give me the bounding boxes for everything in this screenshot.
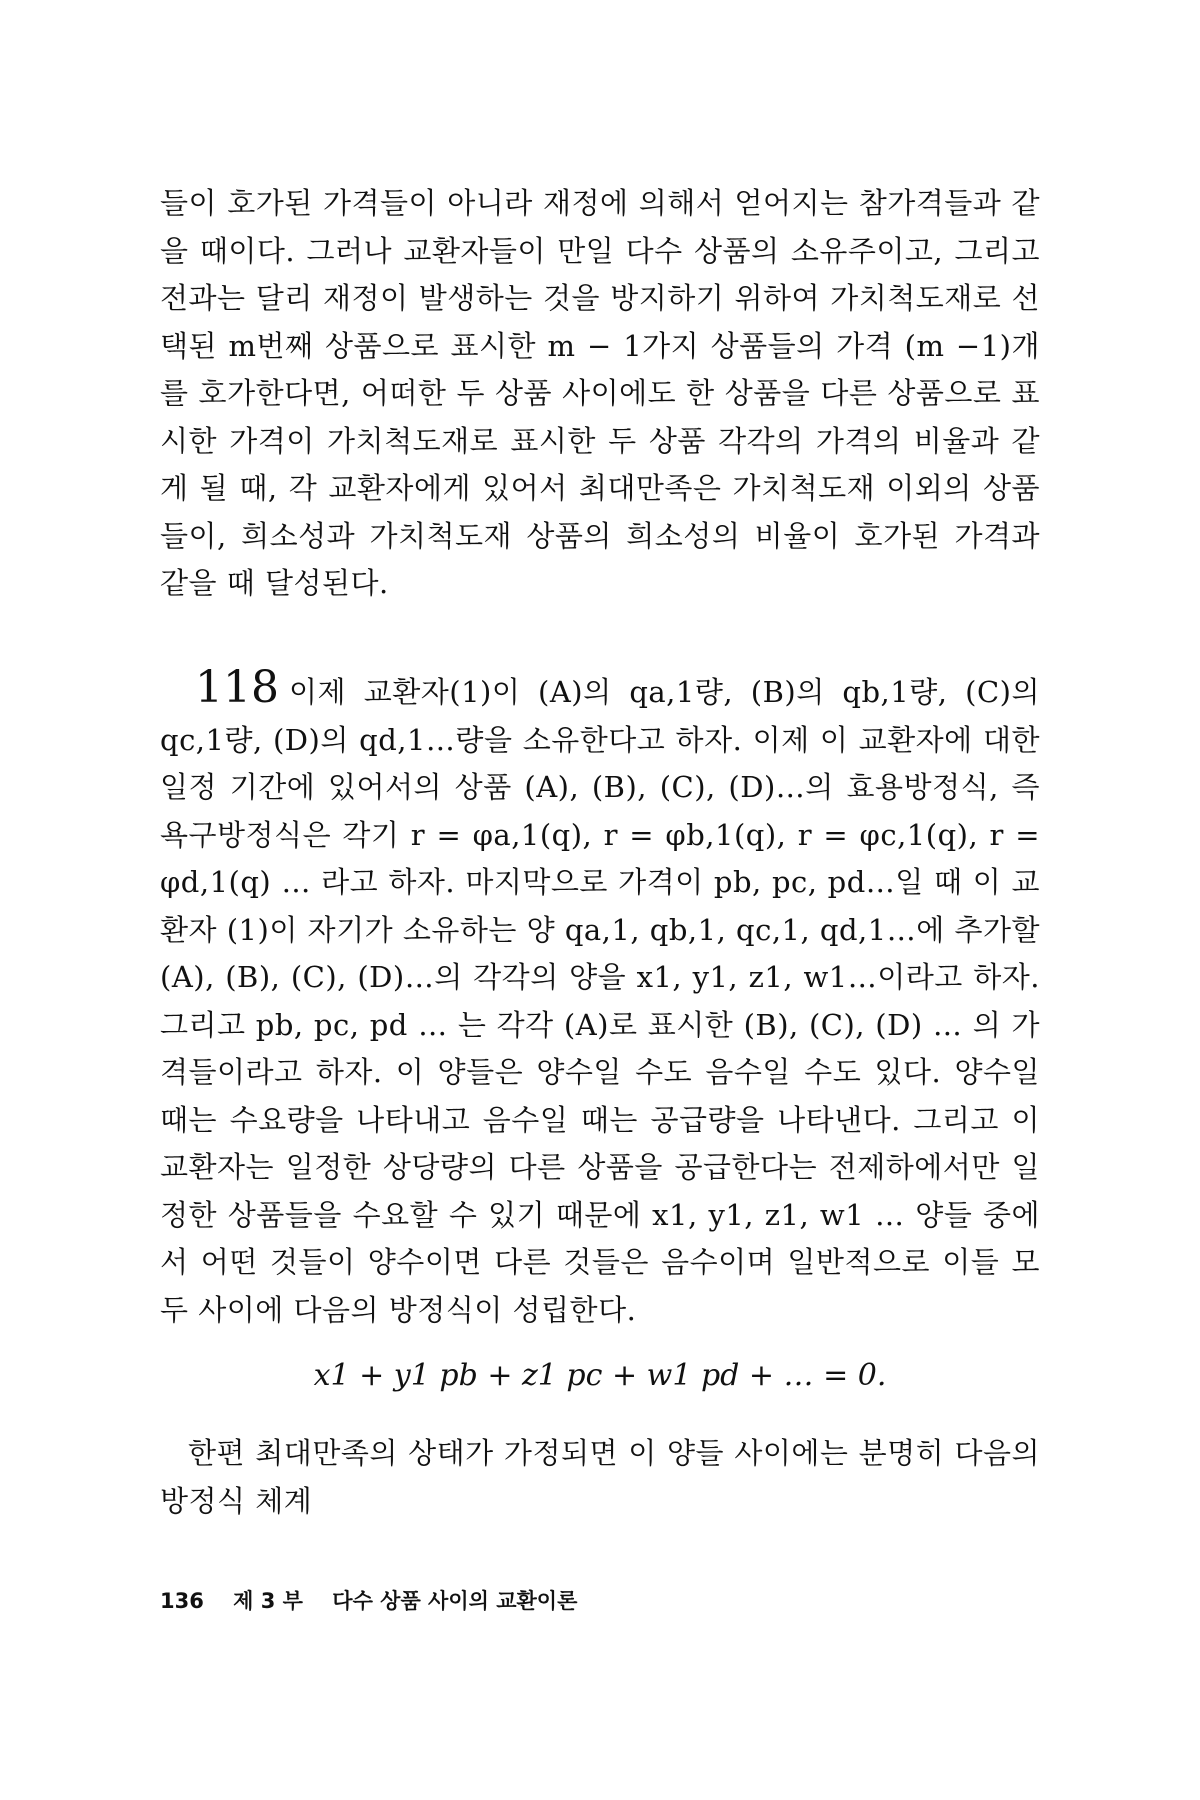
paragraph-2-block <box>160 664 1040 1334</box>
chapter-title: 다수 상품 사이의 교환이론 <box>332 1589 578 1613</box>
paragraph-3: 한편 최대만족의 상태가 가정되면 이 양들 사이에는 분명히 다음의 방정식 체계 <box>160 1436 1040 1518</box>
paragraph-2: 이제 교환자(1)이 (A)의 qa,1량, (B)의 qb,1량, (C)의 qc,1량, (D)의 qd,1…량을 소유한다고 하자. 이제 이 교환자에 대한 일정 기간에 있어서의 상품 (A), (B), (C), (D)…의 효용방정식, 즉 욕구방정식은 각기 r = φa,1(q), r = φb,1(q), r = φc,1(q), r = φd,1(q) … 라고 하자. 마지막으로 가격이 pb, pc, pd…일 때 이 교환자 (1)이 자기가 소유하는 양 qa,1, qb,1, qc,1, qd,1…에 추가할 (A), (B), (C), (D)…의 각각의 양을 x1, y1, z1, w1…이라고 하자. 그리고 pb, pc, pd … 는 각각 (A)로 표시한 (B), (C), (D) … 의 가격들이라고 하자. 이 양들은 양수일 수도 음수일 수도 있다. 양수일 때는 수요량을 나타내고 음수일 때는 공급량을 나타낸다. 그리고 이 교환자는 일정한 상당량의 다른 상품을 공급한다는 전제하에서만 일정한 상품들을 수요할 수 있기 때문에 x1, y1, z1, w1 … 양들 중에서 어떤 것들이 양수이면 다른 것들은 음수이며 일반적으로 이들 모두 사이에 다음의 방정식이 성립한다. <box>160 675 1040 1327</box>
budget-equation: x1 + y1 pb + z1 pc + w1 pd + … = 0. <box>313 1358 887 1393</box>
page-number: 136 <box>160 1589 204 1613</box>
paragraph-1: 들이 호가된 가격들이 아니라 재정에 의해서 얻어지는 참가격들과 같을 때이다. 그러나 교환자들이 만일 다수 상품의 소유주이고, 그리고 전과는 달리 재정이 발생하는 것을 방지하기 위하여 가치척도재로 선택된 m번째 상품으로 표시한 m − 1가지 상품들의 가격 (m −1)개를 호가한다면, 어떠한 두 상품 사이에도 한 상품을 다른 상품으로 표시한 가격이 가치척도재로 표시한 두 상품 각각의 가격의 비율과 같게 될 때, 각 교환자에게 있어서 최대만족은 가치척도재 이외의 상품들이, 희소성과 가치척도재 상품의 희소성의 비율이 호가된 가격과 같을 때 달성된다. <box>160 186 1040 600</box>
page-footer <box>160 1586 1040 1616</box>
part-label: 제 3 부 <box>233 1589 303 1613</box>
section-number: 118 <box>195 662 279 713</box>
